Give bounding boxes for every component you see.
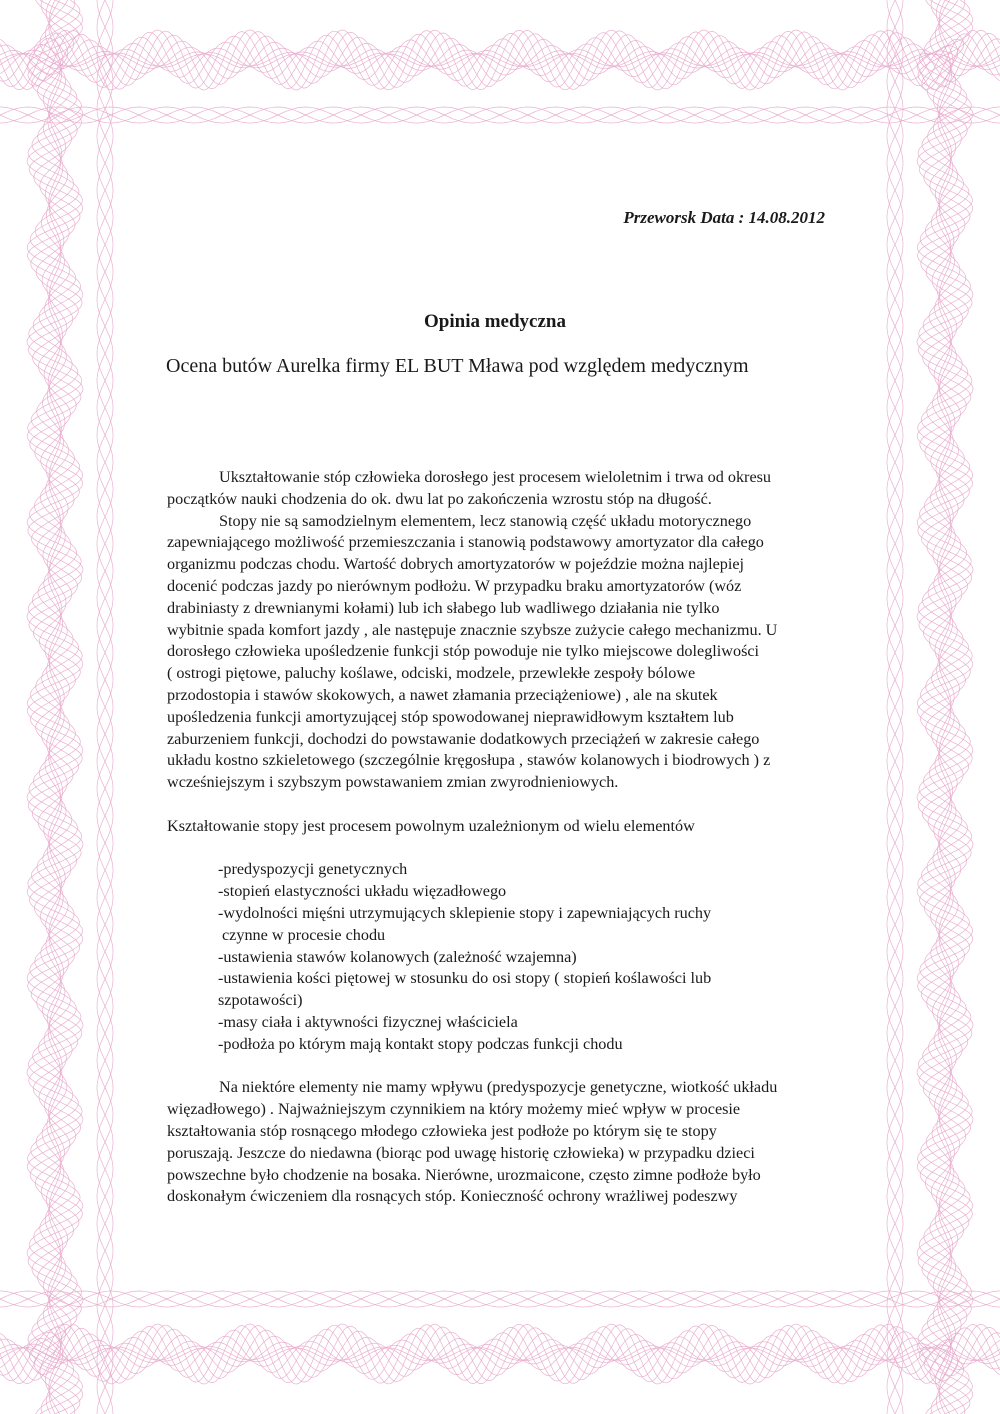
list-item: -masy ciała i aktywności fizycznej właściciela [218,1012,518,1031]
body-line: ( ostrogi piętowe, paluchy koślawe, odciski, modzele, przewlekłe zespoły bólowe [167,664,696,683]
document-subtitle: Ocena butów Aurelka firmy EL BUT Mława pod względem medycznym [166,355,749,377]
body-line: przodostopia i stawów skokowych, a nawet złamania przeciążeniowe) , ale na skutek [167,685,718,704]
body-line: początków nauki chodzenia do ok. dwu lat po zakończenia wzrostu stóp na długość. [167,489,712,508]
guilloche-line [0,30,1000,90]
guilloche-line [0,1324,1000,1384]
paragraph-gap [167,1056,832,1078]
list-item-continuation: czynne w procesie chodu [222,925,386,944]
list-item-continuation: szpotawości) [218,991,303,1010]
list-item: -stopień elastyczności układu więzadłowego [218,882,507,901]
guilloche-line [0,107,1000,123]
body-line: układu kostno szkieletowego (szczególnie kręgosłupa , stawów kolanowych i biodrowych ) z [167,751,771,770]
document-body [167,467,832,1208]
body-line: organizmu podczas chodu. Wartość dobrych amortyzatorów w pojeździe można najlepiej [167,555,745,574]
body-line: wcześniejszym i szybszym powstawaniem zmian zwyrodnieniowych. [167,773,619,792]
body-line: zaburzeniem funkcji, dochodzi do powstawanie dodatkowych przeciążeń w zakresie całego [167,729,760,748]
body-line: drabiniasty z drewnianymi kołami) lub ich słabego lub wadliwego działania nie tylko [167,598,720,617]
body-line: więzadłowego) . Najważniejszym czynnikiem na który możemy mieć wpływ w procesie [167,1100,741,1119]
guilloche-line [887,0,903,1414]
list-item: -predyspozycji genetycznych [218,860,408,879]
guilloche-line [0,1291,1000,1307]
document-title: Opinia medyczna [424,311,566,332]
list-item: -wydolności mięśni utrzymujących sklepienie stopy i zapewniających ruchy [218,903,712,922]
body-line: wybitnie spada komfort jazdy , ale następuje znacznie szybsze zużycie całego mechanizmu. U [167,620,778,639]
body-line: Kształtowanie stopy jest procesem powolnym uzależnionym od wielu elementów [167,816,695,835]
body-line: zapewniającego możliwość przemieszczania i stanowią podstawowy amortyzator dla całego [167,533,764,552]
body-line: kształtowania stóp rosnącego młodego człowieka jest podłoże po którym się te stopy [167,1121,717,1140]
body-line: Ukształtowanie stóp człowieka dorosłego jest procesem wieloletnim i trwa od okresu [219,468,772,486]
guilloche-line [97,0,113,1414]
body-line: docenić podczas jazdy po nierównym podłożu. W przypadku braku amortyzatorów (wóz [167,576,742,595]
body-line: Na niektóre elementy nie mamy wpływu (predyspozycje genetyczne, wiotkość układu [219,1078,778,1097]
paragraph-gap [167,838,832,860]
body-line: powszechne było chodzenie na bosaka. Nierówne, urozmaicone, często zimne podłoże było [167,1165,761,1184]
date-line: Przeworsk Data : 14.08.2012 [623,208,825,227]
body-line: poruszają. Jeszcze do niedawna (biorąc pod uwagę historię człowieka) w przypadku dzieci [167,1143,755,1162]
list-item: -ustawienia kości piętowej w stosunku do osi stopy ( stopień koślawości lub [218,969,712,988]
list-item: -ustawienia stawów kolanowych (zależność wzajemna) [218,947,577,966]
paragraph-gap [167,794,832,816]
body-line: Stopy nie są samodzielnym elementem, lecz stanowią część układu motorycznego [219,511,752,530]
body-line: dorosłego człowieka upośledzenie funkcji stóp powoduje nie tylko miejscowe dolegliwości [167,642,760,661]
body-line: doskonałym ćwiczeniem dla rosnących stóp. Konieczność ochrony wrażliwej podeszwy [167,1187,738,1206]
list-item: -podłoża po którym mają kontakt stopy podczas funkcji chodu [218,1034,623,1053]
body-line: upośledzenia funkcji amortyzującej stóp spowodowanej nieprawidłowym kształtem lub [167,707,734,726]
